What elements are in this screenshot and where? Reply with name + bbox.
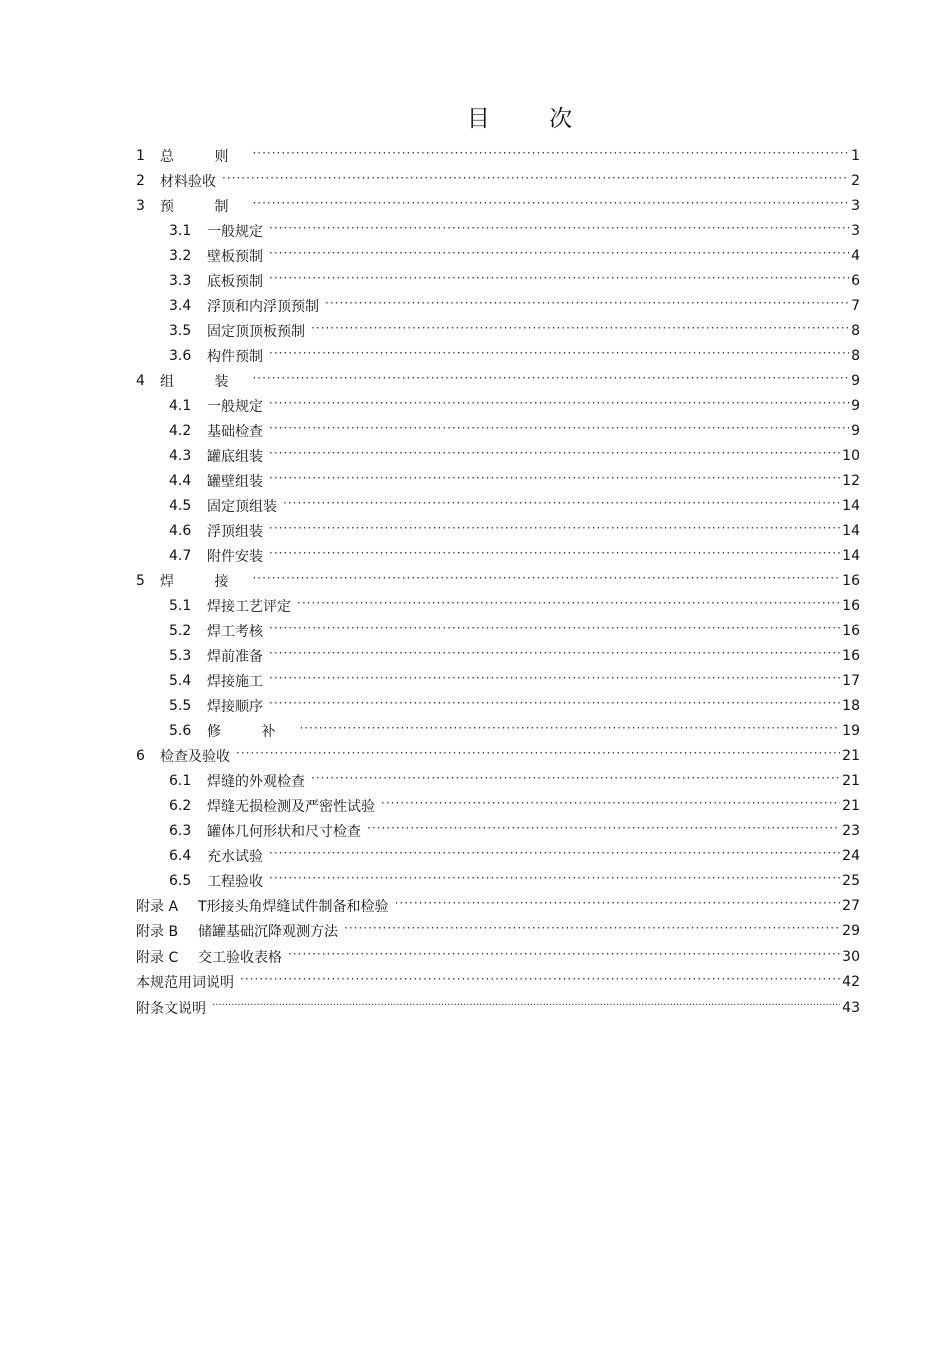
dot-leader [395,899,841,913]
toc-entry[interactable] [136,168,860,193]
dot-leader [252,374,849,388]
toc-entry-label: 充水试验 [207,848,263,865]
toc-entry-page: 9 [851,422,860,439]
toc-entry[interactable] [136,995,860,1021]
toc-entry-number: 3.6 [169,347,192,364]
toc-entry-label: 交工验收表格 [198,949,282,966]
toc-entry[interactable] [136,193,860,218]
toc-entry-page: 16 [842,647,860,664]
toc-entry[interactable] [136,418,860,443]
dot-leader [240,975,840,989]
toc-entry[interactable] [136,268,860,293]
toc-entry-page: 2 [851,172,860,189]
toc-entry-label: 材料验收 [160,173,216,190]
toc-entry[interactable] [136,919,860,945]
toc-entry-number: 6.2 [169,797,192,814]
toc-entry-page: 17 [842,672,860,689]
toc-entry[interactable] [136,944,860,970]
toc-entry-label: 焊缝无损检测及严密性试验 [207,798,375,815]
toc-entry-page: 18 [842,697,860,714]
dot-leader [222,174,849,188]
toc-entry-page: 16 [842,597,860,614]
dot-leader [269,874,840,888]
toc-entry-page: 16 [842,572,860,589]
toc-entry-number: 5.1 [169,597,192,614]
toc-entry-label: 固定顶顶板预制 [207,323,305,340]
dot-leader [299,724,840,738]
toc-entry-label: 修 补 [207,723,294,740]
toc-entry-number: 4.3 [169,447,192,464]
table-of-contents [136,143,860,1021]
toc-entry-number: 6.1 [169,772,192,789]
toc-entry-number: 附录 C [136,949,179,966]
toc-entry-number: 6 [136,747,145,764]
dot-leader [252,574,840,588]
toc-entry[interactable] [136,493,860,518]
dot-leader [269,249,849,263]
dot-leader [367,824,840,838]
toc-entry-number: 5.6 [169,722,192,739]
toc-entry-page: 1 [851,147,860,164]
dot-leader [311,324,849,338]
toc-entry-label: 焊接施工 [207,673,263,690]
toc-entry[interactable] [136,618,860,643]
dot-leader [297,599,840,613]
toc-entry-page: 19 [842,722,860,739]
dot-leader [212,1001,840,1015]
dot-leader [269,474,840,488]
dot-leader [311,774,840,788]
toc-entry-number: 3.4 [169,297,192,314]
toc-entry-number: 4 [136,372,145,389]
toc-entry[interactable] [136,793,860,818]
toc-entry-label: 附条文说明 [136,1000,206,1017]
toc-entry-label: 检查及验收 [160,748,230,765]
toc-entry-label: 本规范用词说明 [136,975,234,992]
toc-entry-number: 附录 B [136,924,179,941]
dot-leader [252,149,849,163]
toc-entry-page: 14 [842,547,860,564]
toc-entry[interactable] [136,143,860,168]
toc-entry-page: 9 [851,397,860,414]
toc-entry-number: 5.5 [169,697,192,714]
toc-entry-number: 1 [136,147,145,164]
dot-leader [288,950,840,964]
toc-entry-page: 14 [842,497,860,514]
toc-entry[interactable] [136,393,860,418]
toc-entry-number: 5.4 [169,672,192,689]
toc-entry-label: 焊接工艺评定 [207,598,291,615]
toc-entry[interactable] [136,543,860,568]
toc-entry-number: 6.3 [169,822,192,839]
toc-entry-label: 构件预制 [207,348,263,365]
dot-leader [269,424,849,438]
toc-entry-label: 附件安装 [207,548,263,565]
dot-leader [283,499,840,513]
toc-entry-label: 固定顶组装 [207,498,277,515]
toc-entry-page: 23 [842,822,860,839]
dot-leader [344,924,840,938]
toc-entry[interactable] [136,468,860,493]
toc-entry-label: 组 装 [160,373,247,390]
toc-entry-page: 29 [842,923,860,940]
dot-leader [269,449,840,463]
toc-entry[interactable] [136,368,860,393]
toc-entry[interactable] [136,318,860,343]
toc-entry-page: 9 [851,372,860,389]
toc-entry-page: 7 [851,297,860,314]
toc-entry-number: 3.2 [169,247,192,264]
toc-entry-page: 16 [842,622,860,639]
toc-entry[interactable] [136,443,860,468]
toc-entry-page: 30 [842,948,860,965]
toc-entry[interactable] [136,743,860,768]
dot-leader [269,224,849,238]
toc-entry-label: 一般规定 [207,223,263,240]
toc-entry[interactable] [136,568,860,593]
toc-entry-page: 8 [851,322,860,339]
toc-entry-label: 焊前准备 [207,648,263,665]
dot-leader [269,849,840,863]
toc-entry-page: 43 [842,999,860,1016]
toc-entry[interactable] [136,768,860,793]
toc-entry-page: 4 [851,247,860,264]
toc-entry[interactable] [136,970,860,996]
toc-entry[interactable] [136,343,860,368]
toc-entry-number: 3.3 [169,272,192,289]
toc-entry-page: 21 [842,772,860,789]
toc-entry-label: 浮顶组装 [207,523,263,540]
dot-leader [269,699,840,713]
toc-entry-number: 2 [136,172,145,189]
toc-entry-label: 一般规定 [207,398,263,415]
toc-entry-page: 6 [851,272,860,289]
toc-entry[interactable] [136,818,860,843]
toc-entry-number: 6.4 [169,847,192,864]
toc-entry[interactable] [136,693,860,718]
toc-entry-page: 27 [842,897,860,914]
dot-leader [269,549,840,563]
toc-entry[interactable] [136,518,860,543]
dot-leader [269,524,840,538]
toc-entry-number: 5 [136,572,145,589]
toc-entry-label: 工程验收 [207,873,263,890]
toc-entry-label: 壁板预制 [207,248,263,265]
toc-entry-label: T形接头角焊缝试件制备和检验 [198,898,389,915]
toc-entry-page: 42 [842,974,860,991]
toc-entry-label: 焊接顺序 [207,698,263,715]
dot-leader [269,274,849,288]
toc-entry-label: 焊工考核 [207,623,263,640]
toc-entry[interactable] [136,643,860,668]
dot-leader [269,399,849,413]
toc-entry-label: 罐壁组装 [207,473,263,490]
page-title: 目 次 [466,106,599,132]
dot-leader [269,674,840,688]
toc-entry[interactable] [136,668,860,693]
toc-entry[interactable] [136,218,860,243]
toc-entry-page: 3 [851,222,860,239]
toc-entry-number: 4.5 [169,497,192,514]
toc-entry[interactable] [136,243,860,268]
toc-entry-number: 5.2 [169,622,192,639]
toc-entry-label: 基础检查 [207,423,263,440]
toc-entry-number: 4.1 [169,397,192,414]
toc-entry-number: 4.6 [169,522,192,539]
toc-entry-page: 8 [851,347,860,364]
toc-entry-page: 3 [851,197,860,214]
toc-entry-page: 25 [842,872,860,889]
toc-entry-label: 浮顶和内浮顶预制 [207,298,319,315]
toc-entry[interactable] [136,868,860,893]
dot-leader [325,299,849,313]
dot-leader [269,649,840,663]
toc-entry-label: 焊 接 [160,573,247,590]
toc-entry-page: 10 [842,447,860,464]
dot-leader [269,349,849,363]
toc-entry-number: 3.1 [169,222,192,239]
toc-entry-number: 4.2 [169,422,192,439]
toc-entry[interactable] [136,293,860,318]
toc-entry-number: 附录 A [136,898,179,915]
toc-entry[interactable] [136,593,860,618]
toc-entry-page: 24 [842,847,860,864]
dot-leader [236,749,840,763]
toc-entry-label: 总 则 [160,148,247,165]
toc-entry-number: 5.3 [169,647,192,664]
toc-entry-number: 6.5 [169,872,192,889]
toc-entry-number: 4.4 [169,472,192,489]
toc-entry-number: 3.5 [169,322,192,339]
dot-leader [269,624,840,638]
toc-entry-number: 4.7 [169,547,192,564]
toc-entry-page: 14 [842,522,860,539]
toc-entry[interactable] [136,718,860,743]
toc-entry[interactable] [136,893,860,919]
toc-entry-label: 焊缝的外观检查 [207,773,305,790]
dot-leader [252,199,849,213]
toc-entry-page: 12 [842,472,860,489]
toc-entry-label: 罐底组装 [207,448,263,465]
toc-entry-label: 底板预制 [207,273,263,290]
toc-entry-page: 21 [842,797,860,814]
dot-leader [381,799,840,813]
toc-entry-label: 预 制 [160,198,247,215]
toc-entry[interactable] [136,843,860,868]
toc-entry-number: 3 [136,197,145,214]
toc-entry-label: 罐体几何形状和尺寸检查 [207,823,361,840]
toc-entry-label: 储罐基础沉降观测方法 [198,924,338,941]
toc-entry-page: 21 [842,747,860,764]
